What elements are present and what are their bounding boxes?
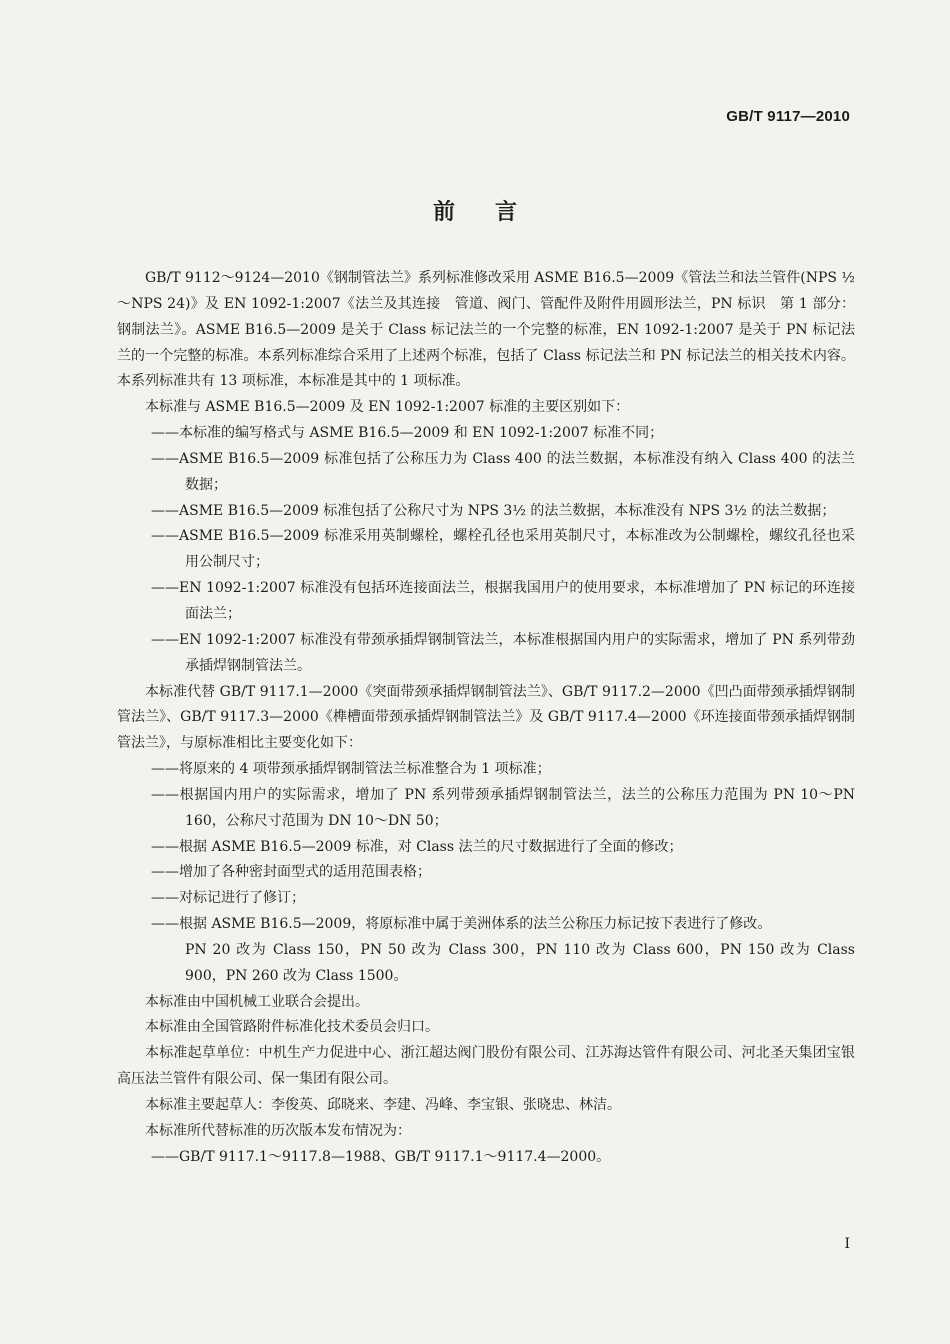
history-item: ——GB/T 9117.1～9117.8—1988、GB/T 9117.1～9117.4—2000。	[151, 1148, 611, 1165]
change-item: ——根据 ASME B16.5—2009，将原标准中属于美洲体系的法兰公称压力标记按下表进行了修改。	[151, 916, 772, 933]
page-number: I	[844, 1236, 850, 1252]
pressure-mapping-note: PN 20 改为 Class 150，PN 50 改为 Class 300，PN 110 改为 Class 600，PN 150 改为 Class 900，PN 260 改为 Class 1500。	[185, 941, 855, 984]
change-item: ——将原来的 4 项带颈承插焊钢制管法兰标准整合为 1 项标准；	[151, 761, 551, 778]
difference-item: ——EN 1092-1:2007 标准没有带颈承插焊钢制管法兰，本标准根据国内用户的实际需求，增加了 PN 系列带劲承插焊钢制管法兰。	[151, 631, 855, 674]
difference-item: ——ASME B16.5—2009 标准采用英制螺栓，螺栓孔径也采用英制尺寸，本标准改为公制螺栓，螺纹孔径也采用公制尺寸；	[151, 528, 855, 571]
difference-item: ——ASME B16.5—2009 标准包括了公称压力为 Class 400 的法兰数据，本标准没有纳入 Class 400 的法兰数据；	[151, 450, 855, 493]
change-item: ——根据国内用户的实际需求，增加了 PN 系列带颈承插焊钢制管法兰，法兰的公称压力范围为 PN 10～PN 160，公称尺寸范围为 DN 10～DN 50；	[151, 786, 855, 829]
intro-paragraph: GB/T 9112～9124—2010《钢制管法兰》系列标准修改采用 ASME B16.5—2009《管法兰和法兰管件(NPS ½～NPS 24)》及 EN 1092-1:2007《法兰及其连接 管道、阀门、管配件及附件用圆形法兰，PN 标识 第 1 部分：钢制法兰》。ASME B16.5—2009 是关于 Class 标记法兰的一个完整的标准，EN 1092-1:2007 是关于 PN 标记法兰的一个完整的标准。本系列标准综合采用了上述两个标准，包括了 Class 标记法兰和 PN 标记法兰的相关技术内容。本系列标准共有 13 项标准，本标准是其中的 1 项标准。	[117, 270, 855, 390]
centralized-by: 本标准由全国管路附件标准化技术委员会归口。	[145, 1019, 439, 1036]
difference-item: ——EN 1092-1:2007 标准没有包括环连接面法兰，根据我国用户的使用要求，本标准增加了 PN 标记的环连接面法兰；	[151, 580, 855, 622]
differences-intro: 本标准与 ASME B16.5—2009 及 EN 1092-1:2007 标准的主要区别如下：	[145, 399, 630, 416]
change-item: ——对标记进行了修订；	[151, 890, 305, 907]
difference-item: ——ASME B16.5—2009 标准包括了公称尺寸为 NPS 3½ 的法兰数据，本标准没有 NPS 3½ 的法兰数据；	[151, 502, 836, 519]
standard-number: GB/T 9117—2010	[726, 108, 850, 125]
change-item: ——增加了各种密封面型式的适用范围表格；	[151, 864, 431, 881]
main-drafters: 本标准主要起草人：李俊英、邱晓来、李建、冯峰、李宝银、张晓忠、林洁。	[145, 1097, 621, 1113]
difference-item: ——本标准的编写格式与 ASME B16.5—2009 和 EN 1092-1:2007 标准不同；	[151, 425, 664, 442]
drafting-units: 本标准起草单位：中机生产力促进中心、浙江超达阀门股份有限公司、江苏海达管件有限公司、河北圣天集团宝银高压法兰管件有限公司、保一集团有限公司。	[117, 1045, 855, 1088]
page-title: 前言	[432, 200, 557, 225]
change-item: ——根据 ASME B16.5—2009 标准，对 Class 法兰的尺寸数据进行了全面的修改；	[151, 838, 683, 855]
replacement-paragraph: 本标准代替 GB/T 9117.1—2000《突面带颈承插焊钢制管法兰》、GB/T 9117.2—2000《凹凸面带颈承插焊钢制管法兰》、GB/T 9117.3—2000《榫槽面带颈承插焊钢制管法兰》及 GB/T 9117.4—2000《环连接面带颈承插焊钢制管法兰》，与原标准相比主要变化如下：	[117, 683, 855, 752]
proposed-by: 本标准由中国机械工业联合会提出。	[145, 993, 369, 1010]
foreword-body	[117, 266, 855, 1171]
history-intro: 本标准所代替标准的历次版本发布情况为：	[145, 1122, 411, 1139]
